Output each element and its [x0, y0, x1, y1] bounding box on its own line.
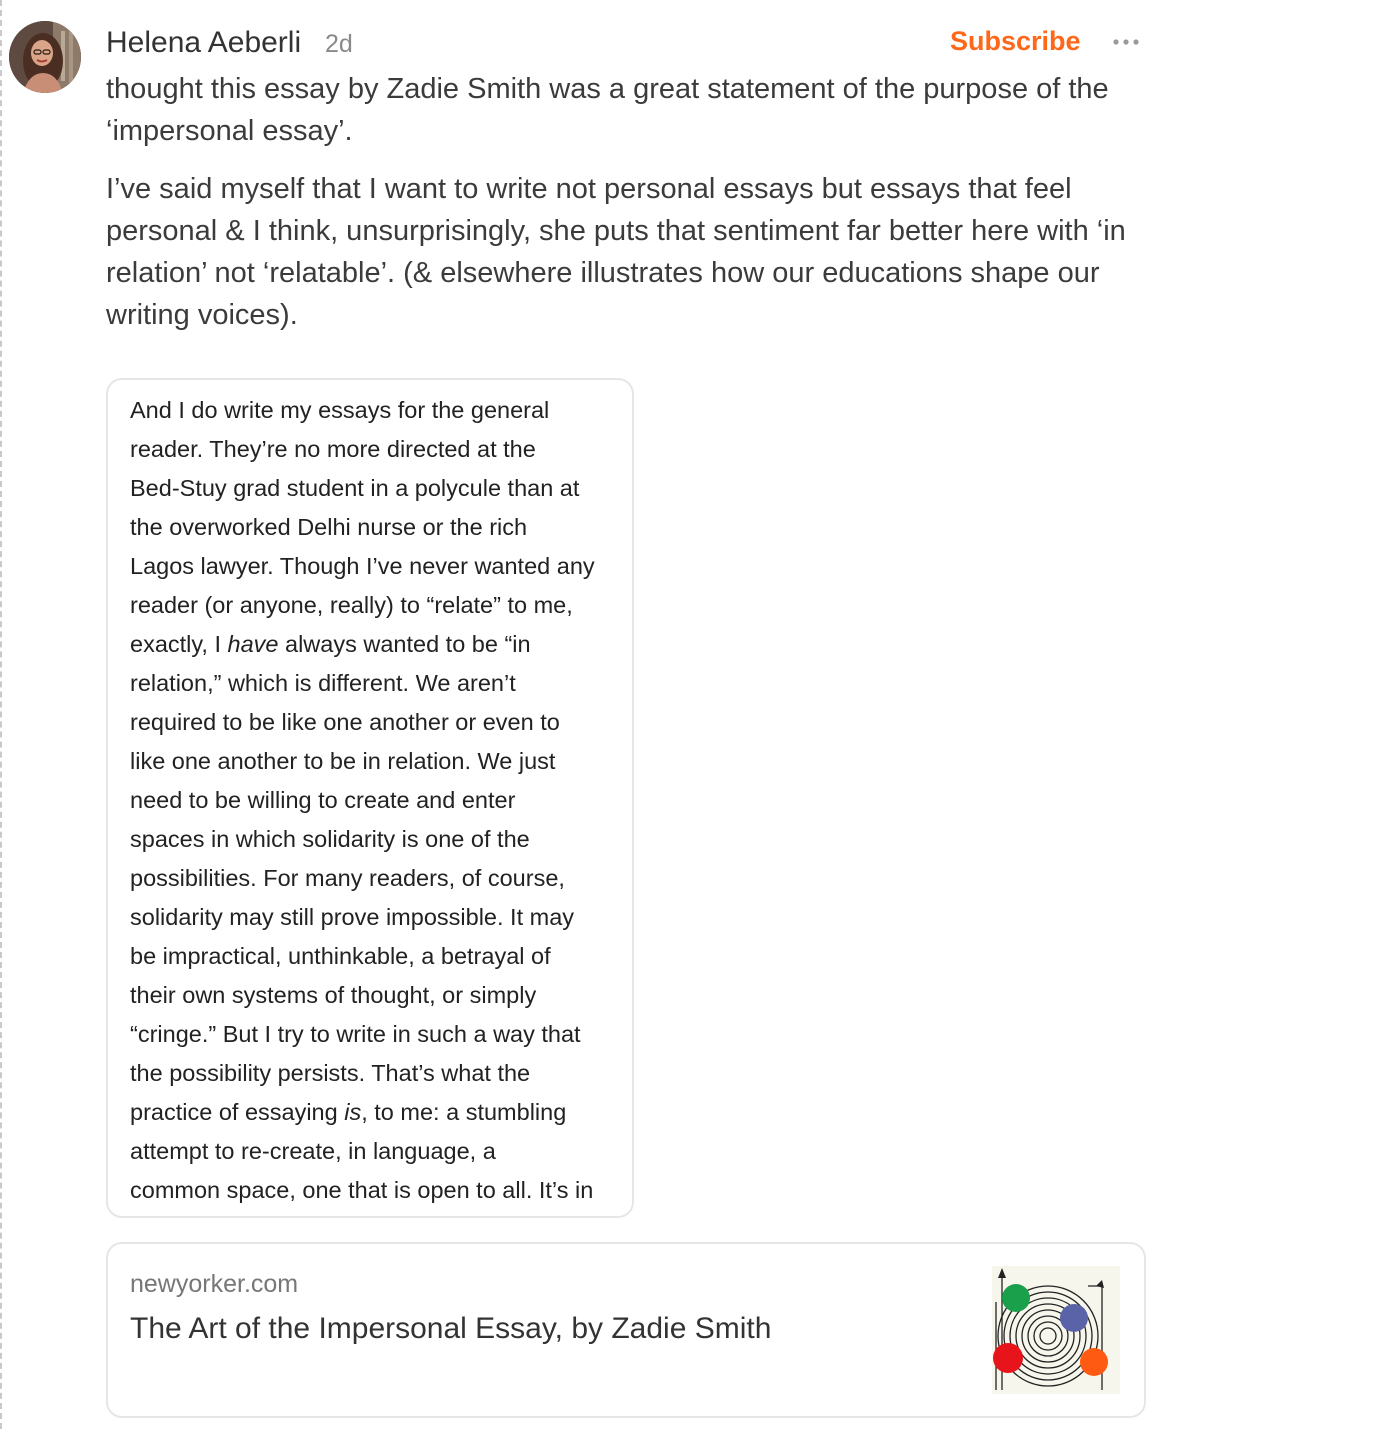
quote-line: be impractical, unthinkable, a betrayal of — [130, 943, 551, 969]
thumbnail-dot-green — [1002, 1284, 1030, 1312]
link-domain: newyorker.com — [130, 1270, 299, 1298]
post-timestamp[interactable]: 2d — [325, 30, 353, 58]
quote-line: common space, one that is open to all. It’s in — [130, 1177, 594, 1203]
quote-line: the possibility persists. That’s what the — [130, 1060, 531, 1086]
quote-line: practice of essaying is, to me: a stumbling — [130, 1099, 567, 1125]
subscribe-button[interactable]: Subscribe — [950, 26, 1081, 56]
quote-line: possibilities. For many readers, of course, — [130, 865, 565, 891]
quote-line: reader. They’re no more directed at the — [130, 436, 536, 462]
author-avatar[interactable] — [9, 21, 81, 93]
quote-line: Lagos lawyer. Though I’ve never wanted any — [130, 553, 595, 579]
quote-line: Bed-Stuy grad student in a polycule than at — [130, 475, 580, 501]
thumbnail-dot-blue — [1060, 1304, 1088, 1332]
quote-line: their own systems of thought, or simply — [130, 982, 537, 1008]
quote-line: need to be willing to create and enter — [130, 787, 516, 813]
quote-line: spaces in which solidarity is one of the — [130, 826, 530, 852]
author-name[interactable]: Helena Aeberli — [106, 26, 302, 59]
quote-line: relation,” which is different. We aren’t — [130, 670, 516, 696]
quote-line: attempt to re-create, in language, a — [130, 1138, 496, 1164]
link-title[interactable]: The Art of the Impersonal Essay, by Zadie Smith — [130, 1312, 772, 1345]
quote-line: And I do write my essays for the general — [130, 397, 550, 423]
more-options-icon[interactable] — [1109, 30, 1143, 58]
thumbnail-illustration — [992, 1266, 1120, 1394]
quote-text — [130, 391, 620, 1210]
quote-line: solidarity may still prove impossible. It may — [130, 904, 575, 930]
thread-line — [0, 0, 2, 1429]
quote-line: exactly, I have always wanted to be “in — [130, 631, 531, 657]
quote-line: “cringe.” But I try to write in such a way that — [130, 1021, 581, 1047]
post-paragraph: thought this essay by Zadie Smith was a great statement of the purpose of the ‘impersonal essay’. — [106, 73, 1109, 147]
link-preview-card[interactable] — [106, 1242, 1146, 1418]
post-paragraph: I’ve said myself that I want to write not personal essays but essays that feel personal & I think, unsurprisingly, she puts that sentiment far better here with ‘in relation’ not ‘relatable’. (& elsewhere illustrates how our educations shape our writing voices). — [106, 173, 1126, 331]
thumbnail-dot-orange — [1080, 1348, 1108, 1376]
article-thumbnail — [992, 1266, 1120, 1394]
post-header — [106, 22, 1146, 66]
post-body — [106, 68, 1146, 352]
quote-line: the overworked Delhi nurse or the rich — [130, 514, 528, 540]
quote-line: required to be like one another or even to — [130, 709, 560, 735]
quote-card — [106, 378, 634, 1218]
quote-line: reader (or anyone, really) to “relate” to me, — [130, 592, 573, 618]
quote-line: like one another to be in relation. We just — [130, 748, 556, 774]
thumbnail-dot-red — [993, 1343, 1023, 1373]
